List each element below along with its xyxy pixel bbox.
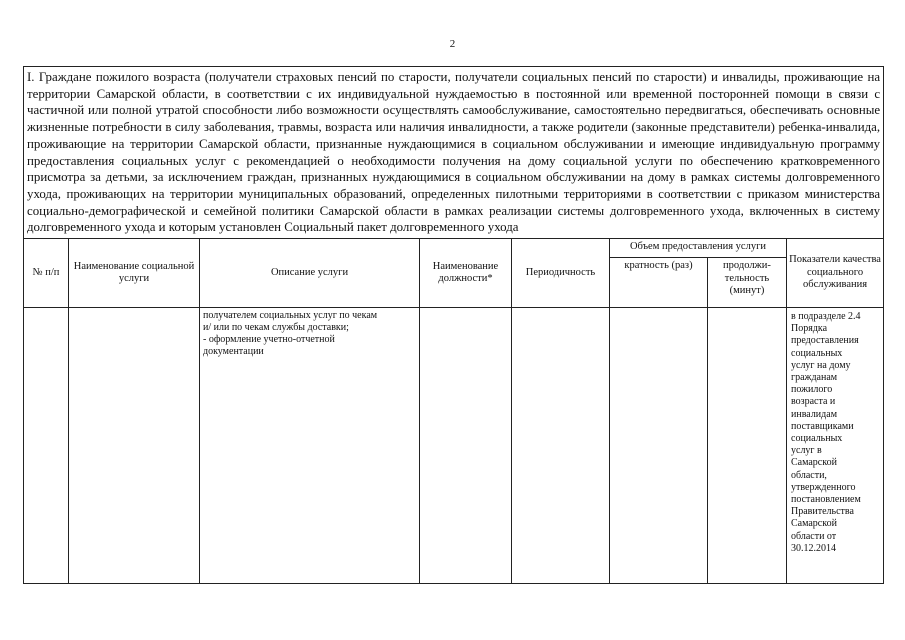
- description-line: - оформление учетно-отчетной: [203, 333, 335, 345]
- quality-line: гражданам: [791, 372, 838, 384]
- cell-num: [24, 308, 69, 584]
- description-line: и/ или по чекам службы доставки;: [203, 321, 349, 333]
- quality-line: Самарской: [791, 518, 837, 530]
- header-periodicity: Периодичность: [512, 239, 610, 308]
- quality-line: социальных: [791, 433, 843, 445]
- quality-line: поставщиками: [791, 420, 854, 432]
- quality-line: утвержденного: [791, 481, 856, 493]
- quality-line: постановлением: [791, 494, 861, 506]
- quality-line: Самарской: [791, 457, 837, 469]
- quality-line: Правительства: [791, 506, 854, 518]
- quality-line: услуг на дому: [791, 359, 851, 371]
- cell-service-name: [69, 308, 200, 584]
- quality-line: в подразделе 2.4: [791, 311, 861, 323]
- services-table: [23, 66, 884, 584]
- header-duration: продолжи-тельность (минут): [708, 258, 787, 308]
- quality-line: Порядка: [791, 323, 828, 335]
- page-number: 2: [449, 38, 456, 50]
- header-volume: Объем предоставления услуги: [610, 239, 787, 258]
- section-title: I. Граждане пожилого возраста (получатели страховых пенсий по старости, получатели социальных пенсий по старости) и инвалиды, проживающие на территории Самарской области, в соответствии с их индивидуальной нуждаемостью в постоянной или временной посторонней помощи в связи с частичной или полной утратой способности либо возможности осуществлять самообслуживание, самостоятельно передвигаться, обеспечивать основные жизненные потребности в силу заболевания, травмы, возраста или наличия инвалидности, а также родители (законные представители) ребенка-инвалида, проживающие на территории Самарской области, признанные нуждающимися в социальном обслуживании и имеющие индивидуальную программу предоставления социальных услуг с рекомендацией о необходимости получения на дому социальной услуги по обеспечению кратковременного присмотра за детьми, за исключением граждан, признанных нуждающимися в социальном обслуживании на дому в рамках системы долговременного ухода, проживающих на территории муниципальных образований, определенных пилотными территориями в соответствии с приказом министерства социально-демографической и семейной политики Самарской области в рамках реализации системы долговременного ухода, включенных в систему долговременного ухода и которым установлен Социальный пакет долговременного ухода: [24, 67, 884, 239]
- cell-description: [200, 308, 420, 584]
- header-row-1: [24, 239, 884, 258]
- quality-line: социальных: [791, 347, 843, 359]
- quality-line: возраста и: [791, 396, 836, 408]
- quality-line: 30.12.2014: [791, 542, 836, 554]
- cell-position: [420, 308, 512, 584]
- cell-periodicity: [512, 308, 610, 584]
- quality-line: области,: [791, 469, 827, 481]
- description-line: получателем социальных услуг по чекам: [203, 310, 378, 322]
- quality-line: области от: [791, 530, 837, 542]
- cell-frequency: [610, 308, 708, 584]
- cell-duration: [708, 308, 787, 584]
- header-frequency: кратность (раз): [610, 258, 708, 308]
- quality-line: услуг в: [791, 445, 822, 457]
- quality-line: пожилого: [791, 384, 833, 396]
- quality-line: предоставления: [791, 335, 859, 347]
- section-title-row: [24, 67, 884, 239]
- header-description: Описание услуги: [200, 239, 420, 308]
- header-quality: Показатели качества социального обслуживания: [787, 239, 884, 308]
- header-num: № п/п: [24, 239, 69, 308]
- description-line: документации: [203, 345, 264, 357]
- quality-line: инвалидам: [791, 408, 838, 420]
- header-position: Наименование должности*: [420, 239, 512, 308]
- cell-quality: [787, 308, 884, 584]
- header-service-name: Наименование социальной услуги: [69, 239, 200, 308]
- table-row: [24, 308, 884, 584]
